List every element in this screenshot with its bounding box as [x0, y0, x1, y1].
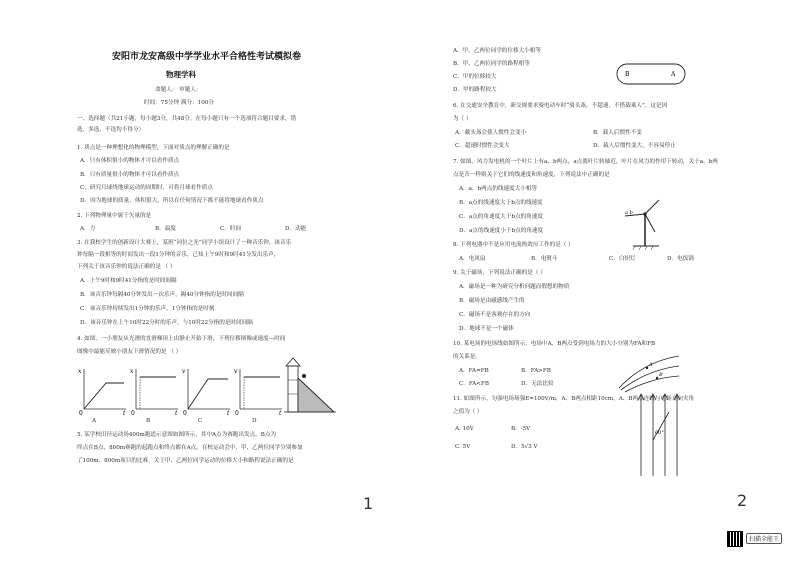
- electric-field-lines-diagram: [617, 352, 681, 392]
- q4-label-b: B: [146, 418, 151, 424]
- q9-option-d: D．地球不是一个磁体: [459, 326, 514, 332]
- subject-title: 物理学科: [166, 70, 196, 79]
- q7-option-c: C．a点的角速度大于b点的角速度: [459, 214, 543, 220]
- exam-title: 安阳市龙安高级中学学业水平合格性考试模拟卷: [112, 52, 302, 62]
- q3-line3: 下列关于该音乐钟的说法正确的是 （ ）: [77, 264, 176, 270]
- q11-option-b: B．-5V: [511, 426, 531, 432]
- q3-option-b: B．该音乐钟每隔40分钟发出一次乐声，隔40分钟指的是时间间隔: [80, 292, 244, 298]
- q8-option-c: C．白炽灯: [609, 256, 636, 262]
- q7-line1: 7. 如图，风力发电机的一个叶片上有a、b两点，a点离叶片转轴近，叶片在风力的作用下转动，关于a、b两: [453, 159, 718, 165]
- section1-heading: 一、选择题（共21小题，每小题3分，共48分。在每小题只有一个选项符合题目要求，错: [77, 116, 297, 122]
- q11-line1: 11. 如图所示，匀强电场场强E=100V/m，A、B两点相距10cm，A、B两点连线与电场方向夹角: [453, 396, 695, 402]
- q4-graph-b-t: t: [175, 410, 178, 417]
- running-track-diagram: [615, 62, 687, 86]
- q9-stem: 9. 关于磁场，下列说法正确的是（ ）: [453, 270, 546, 276]
- authors-line: 命题人： 审题人：: [155, 87, 202, 93]
- q6-option-c: C．超速时惯性会变大: [455, 143, 510, 149]
- q10-option-a: A．FA=FB: [459, 368, 489, 374]
- q9-option-c: C．磁场不是客观存在的方向: [459, 312, 531, 318]
- q6-option-d: D．载人后惯性变大，不容易停止: [593, 143, 676, 149]
- q10-option-d: D．无法比较: [521, 381, 554, 387]
- q4-graph-a-origin: 0: [79, 410, 83, 417]
- q7-option-b: B．a点的线速度大于b点的线速度: [459, 200, 543, 206]
- track-label-a: B: [625, 71, 630, 78]
- q1-option-b: B．只有质量很小的物体才可以看作质点: [80, 172, 180, 178]
- q1-stem: 1. 质点是一种理想化的物理模型，下面对质点的理解正确的是: [77, 145, 230, 151]
- q2-stem: 2. 下列物理量中属于矢量的是: [77, 213, 152, 219]
- q8-stem: 8. 下列电器中不是应用电流热效应工作的是（ ）: [453, 242, 574, 248]
- time-score-line: 时间：75分钟 满分：100分: [144, 100, 214, 106]
- q7-option-a: A．a、b两点的线速度大小相等: [459, 186, 538, 192]
- q5-option-d: D．甲的路程较大: [453, 87, 497, 93]
- wind-turbine-diagram: [619, 196, 665, 252]
- track-label-b: A: [671, 71, 676, 78]
- q10-option-b: B．FA>FB: [521, 368, 551, 374]
- svg-text:B: B: [659, 372, 663, 378]
- angle-label: 60°: [655, 430, 664, 436]
- svg-text:A: A: [649, 362, 653, 368]
- q4-graph-d-origin: 0: [235, 410, 239, 417]
- q5-line3: 了100m、800m项目的比赛，关于甲、乙两位同学运动的位移大小和路程说法正确的是: [77, 458, 294, 464]
- q10-option-c: C．FA<FB: [459, 381, 489, 387]
- q5-option-a: A．甲、乙两位同学的位移大小相等: [453, 48, 541, 54]
- q7-option-d: D．a点的线速度小于b点的角速度: [459, 228, 544, 234]
- q4-line1: 4. 如图，一小朋友从光滑的直滑梯顶上由静止开始下滑，下列位移图像或速度—时间: [77, 336, 286, 342]
- q5-option-b: B．甲、乙两位同学的路程相等: [453, 61, 530, 67]
- q1-option-d: D．因为地球的质量、体积很大，所以在任何情况下都不能将地球看作质点: [80, 198, 264, 204]
- q6-option-a: A．戴头盔会使人惯性会变小: [455, 130, 527, 136]
- q9-option-b: B．磁场是由磁感线产生的: [459, 298, 525, 304]
- q8-option-d: D．电饭锅: [667, 256, 694, 262]
- q1-option-c: C．研究月球绕地球运动的周期时，可将月球看作质点: [80, 185, 213, 191]
- q4-graph-b: [130, 365, 180, 415]
- q6-option-b: B．载人后惯性不变: [593, 130, 642, 136]
- q5-line1: 5. 某学校田径运动场400m跑道示意图如图所示，其中A点为赛跑出发点，B点为: [77, 432, 277, 438]
- scanner-watermark: 扫描全能王: [746, 533, 782, 544]
- svg-text:a b: a b: [625, 210, 633, 216]
- q2-option-a: A．力: [80, 226, 96, 232]
- q4-label-d: D: [252, 418, 257, 424]
- q4-graph-a-t: t: [123, 410, 126, 417]
- q3-option-a: A．上午9时和9时41分指的是时间间隔: [80, 278, 177, 284]
- q1-option-a: A．只有体积很小的物体才可以看作质点: [80, 158, 180, 164]
- page-number-right: 2: [737, 491, 748, 510]
- q3-line2: 钟每隔一段相等的时间发出一段1分钟的音乐，已知上午9时和9时41分发出乐声，: [77, 252, 280, 258]
- q11-option-d: D．5√3 V: [511, 444, 538, 450]
- q11-option-c: C. 5V: [455, 444, 471, 450]
- q4-graph-c: [182, 365, 232, 415]
- q3-option-d: D．该音乐钟在上午10时22分时的乐声，与10时22分指的是时间间隔: [80, 320, 253, 326]
- q4-graph-c-t: t: [227, 410, 230, 417]
- page-number-left: 1: [363, 494, 374, 513]
- q11-option-a: A. 10V: [455, 426, 474, 432]
- q4-graph-c-axis: v: [182, 368, 186, 375]
- q5-option-c: C．甲的位移较大: [453, 74, 497, 80]
- q4-graph-b-axis: x: [130, 368, 134, 375]
- q2-option-c: C．时间: [220, 226, 242, 232]
- right-page: [397, 0, 794, 561]
- q4-graph-c-origin: 0: [183, 410, 187, 417]
- q8-option-a: A．电风扇: [459, 256, 486, 262]
- q10-line1: 10. 某电场的电场线如图所示，电场中A、B两点受到电场力的大小分别为FA和FB: [453, 341, 656, 347]
- q4-label-a: A: [92, 418, 97, 424]
- q11-line2: 之值为（ ）: [453, 409, 483, 415]
- q10-line2: 的关系是。: [453, 354, 481, 360]
- q2-option-b: B．温度: [155, 226, 176, 232]
- q8-option-b: B．电熨斗: [531, 256, 558, 262]
- q3-line1: 3. 在我校学生的创新设计大赛上，某班“同位之光”同学小组设计了一种音乐钟，该音乐: [77, 240, 292, 246]
- q6-line2: 为（ ）: [453, 116, 472, 122]
- slide-illustration: [284, 356, 336, 416]
- q3-option-c: C．该音乐钟持续发出1分钟的乐声，1分钟指的是时刻: [80, 306, 215, 312]
- q4-graph-d: [234, 365, 284, 415]
- q6-line1: 6. 在交通安全教育中，新交规要求骑电动车时“骑头盔，不超速，不搭载乘人”，这是因: [453, 103, 668, 109]
- q2-option-d: D．动能: [285, 226, 307, 232]
- q4-label-c: C: [198, 418, 203, 424]
- qr-code-icon: [727, 531, 743, 547]
- q4-graph-b-origin: 0: [131, 410, 135, 417]
- q4-line2: 图像中最能反映小朋友下滑情况的是 （ ）: [77, 349, 182, 355]
- q9-option-a: A．磁场是一种为研究分析问题而假想的物质: [459, 284, 570, 290]
- uniform-field-diagram: [635, 392, 685, 478]
- q4-graph-d-t: t: [279, 410, 282, 417]
- q4-graph-a-axis: x: [78, 368, 82, 375]
- q4-graph-a: [78, 365, 128, 415]
- q5-line2: 终点在B点，800m赛跑的起跑点和终点都在A点。在校运动会中，甲、乙两位同学分别参加: [77, 445, 303, 451]
- q4-graph-d-axis: v: [234, 368, 238, 375]
- q7-line2: 点是否一样则关于它们的线速度和角速度，下列说法中正确的是: [453, 172, 610, 178]
- section1-heading-2: 选、多选、不选均不得分）: [77, 127, 145, 133]
